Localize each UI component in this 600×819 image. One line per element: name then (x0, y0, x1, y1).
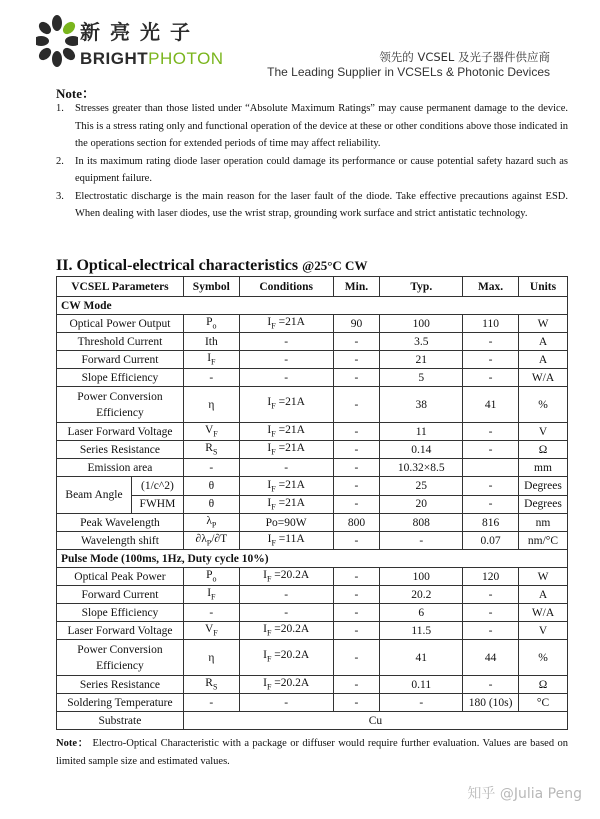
condition-text: I (267, 316, 272, 329)
condition-text: I (263, 677, 267, 690)
parameter-cell: Optical Power Output (57, 315, 184, 333)
note-text: In its maximum rating diode laser operation could damage its performance or cause potential safety hazard such as equipment failure. (75, 155, 568, 184)
units-cell: Degrees (518, 477, 567, 496)
table-row (57, 622, 568, 640)
symbol-cell (183, 495, 239, 514)
symbol-text: V (204, 623, 214, 636)
symbol-cell (183, 441, 239, 459)
condition-text: - (284, 335, 289, 348)
min-cell: - (333, 441, 380, 459)
condition-text: I (263, 649, 267, 662)
conditions-cell (239, 532, 333, 550)
condition-text: I (263, 623, 267, 636)
table-row (57, 459, 568, 477)
condition-value: =21A (275, 396, 305, 409)
symbol-cell (183, 532, 239, 550)
symbol-text: η (208, 398, 215, 411)
section-title-text: II. Optical-electrical characteristics (56, 257, 299, 274)
logo-photon-text: PHOTON (148, 49, 224, 68)
symbol-text: - (209, 371, 214, 384)
symbol-cell (183, 315, 239, 333)
min-cell: - (333, 369, 380, 387)
condition-text: I (267, 533, 272, 546)
condition-text: I (267, 396, 272, 409)
tagline-english: The Leading Supplier in VCSELs & Photonic Devices (267, 65, 550, 79)
symbol-text: Ith (204, 335, 218, 348)
units-cell: % (518, 387, 567, 423)
typ-cell: 3.5 (380, 333, 463, 351)
conditions-cell (239, 423, 333, 441)
min-cell: - (333, 459, 380, 477)
condition-subscript: F (266, 654, 272, 664)
max-cell: 110 (463, 315, 519, 333)
units-cell: % (518, 640, 567, 676)
max-cell: 0.07 (463, 532, 519, 550)
parameter-cell (57, 477, 184, 514)
symbol-text: P (206, 569, 213, 582)
parameter-cell: Threshold Current (57, 333, 184, 351)
symbol-cell (183, 477, 239, 496)
condition-text: - (284, 461, 289, 474)
conditions-cell (239, 315, 333, 333)
column-header: Conditions (239, 277, 333, 297)
watermark: 知乎 @Julia Peng (467, 786, 582, 802)
min-cell: - (333, 495, 380, 514)
condition-subscript: F (271, 502, 276, 512)
conditions-cell (239, 586, 333, 604)
table-body (57, 297, 568, 730)
symbol-text: η (208, 651, 215, 664)
table-row (57, 369, 568, 387)
conditions-cell (239, 640, 333, 676)
brand-logo (36, 14, 236, 74)
logo-english-name (80, 49, 224, 69)
symbol-subscript: F (213, 628, 218, 638)
max-cell: - (463, 495, 519, 514)
condition-value: =21A (275, 424, 305, 437)
symbol-text: P (206, 316, 213, 329)
condition-subscript: F (271, 538, 276, 548)
units-cell: A (518, 333, 567, 351)
symbol-subscript: o (212, 321, 217, 331)
typ-cell: - (380, 694, 463, 712)
typ-cell: 10.32×8.5 (380, 459, 463, 477)
max-cell: - (463, 586, 519, 604)
typ-cell: 100 (380, 568, 463, 586)
condition-value: =20.2A (271, 623, 310, 636)
conditions-cell (239, 369, 333, 387)
symbol-subscript: F (211, 357, 216, 367)
max-cell: 816 (463, 514, 519, 532)
max-cell: - (463, 351, 519, 369)
symbol-cell (183, 622, 239, 640)
table-row (57, 604, 568, 622)
symbol-cell (183, 694, 239, 712)
condition-text: I (267, 442, 272, 455)
parameter-cell: Series Resistance (57, 676, 184, 694)
typ-cell: 100 (380, 315, 463, 333)
min-cell: 90 (333, 315, 380, 333)
min-cell: - (333, 532, 380, 550)
max-cell: - (463, 333, 519, 351)
tagline-chinese: 领先的 VCSEL 及光子器件供应商 (379, 50, 550, 64)
condition-text: I (267, 497, 272, 510)
parameter-cell: Optical Peak Power (57, 568, 184, 586)
table-row (57, 351, 568, 369)
pulse-mode-label: Pulse Mode (100ms, 1Hz, Duty cycle 10%) (57, 550, 568, 568)
typ-cell: 20.2 (380, 586, 463, 604)
typ-cell: 808 (380, 514, 463, 532)
parameter-cell: Slope Efficiency (57, 604, 184, 622)
typ-cell: 20 (380, 495, 463, 514)
min-cell: - (333, 622, 380, 640)
min-cell: - (333, 676, 380, 694)
conditions-cell (239, 495, 333, 514)
min-cell: - (333, 387, 380, 423)
max-cell (463, 459, 519, 477)
condition-value: =21A (275, 442, 305, 455)
symbol-cell (183, 333, 239, 351)
condition-text: - (284, 371, 289, 384)
table-row (57, 532, 568, 550)
note-text: Electrostatic discharge is the main reason for the laser fault of the diode. Take effective precautions against ESD. When dealing with laser diodes, use the wrist strap, grounding work surface and strict antistatic technology. (75, 190, 568, 219)
symbol-subscript: S (212, 447, 218, 457)
typ-cell: 25 (380, 477, 463, 496)
parameter-cell: Laser Forward Voltage (57, 423, 184, 441)
symbol-text: - (209, 606, 214, 619)
symbol-cell (183, 586, 239, 604)
condition-subscript: F (271, 447, 276, 457)
units-cell: A (518, 586, 567, 604)
condition-value: =21A (275, 478, 305, 491)
units-cell: mm (518, 459, 567, 477)
parameter-cell: Power Conversion Efficiency (57, 387, 184, 423)
beam-angle-sub-label-text: (1/c^2) (132, 477, 183, 496)
typ-cell: 0.11 (380, 676, 463, 694)
footer-note-label: Note： (56, 738, 90, 749)
table-row (57, 676, 568, 694)
column-header: Units (518, 277, 567, 297)
conditions-cell (239, 676, 333, 694)
parameter-cell: Slope Efficiency (57, 369, 184, 387)
note-number: 3. (56, 190, 64, 202)
note-item (56, 188, 568, 223)
symbol-cell (183, 369, 239, 387)
typ-cell: 0.14 (380, 441, 463, 459)
table-row (57, 387, 568, 423)
table-row (57, 423, 568, 441)
table-row (57, 694, 568, 712)
beam-angle-sub-label-text: FWHM (139, 498, 176, 511)
parameter-cell: Forward Current (57, 351, 184, 369)
symbol-subscript: S (212, 682, 218, 692)
table-row (57, 315, 568, 333)
max-cell: - (463, 604, 519, 622)
symbol-cell (183, 676, 239, 694)
note-item (56, 153, 568, 188)
units-cell: Degrees (518, 495, 567, 514)
table-row (57, 514, 568, 532)
table-row (57, 477, 568, 496)
symbol-cell (183, 514, 239, 532)
condition-text: - (284, 588, 289, 601)
symbol-subscript: P (206, 538, 212, 548)
symbol-subscript: P (211, 520, 217, 530)
max-cell: 41 (463, 387, 519, 423)
table-header-row (57, 277, 568, 297)
condition-subscript: F (271, 321, 276, 331)
conditions-cell (239, 694, 333, 712)
note-title: Note： (56, 86, 95, 101)
section-row (57, 297, 568, 315)
typ-cell: 11.5 (380, 622, 463, 640)
units-cell: Ω (518, 441, 567, 459)
conditions-cell (239, 568, 333, 586)
condition-text: Po=90W (265, 516, 307, 529)
symbol-text: - (209, 461, 214, 474)
condition-subscript: F (271, 401, 276, 411)
note-number: 1. (56, 103, 64, 114)
max-cell: 44 (463, 640, 519, 676)
symbol-text: ∂λ (195, 533, 207, 546)
typ-cell: 5 (380, 369, 463, 387)
symbol-text: I (207, 587, 212, 600)
note-item (56, 100, 568, 153)
symbol-text: θ (208, 498, 215, 511)
symbol-cell (183, 568, 239, 586)
parameter-cell: Wavelength shift (57, 532, 184, 550)
min-cell: - (333, 477, 380, 496)
symbol-text: - (209, 696, 214, 709)
min-cell: - (333, 351, 380, 369)
symbol-subscript: F (213, 429, 218, 439)
section-title (56, 257, 367, 275)
symbol-cell (183, 459, 239, 477)
conditions-cell (239, 604, 333, 622)
min-cell: - (333, 568, 380, 586)
conditions-cell (239, 333, 333, 351)
condition-subscript: F (271, 429, 276, 439)
cw-mode-label: CW Mode (57, 297, 568, 315)
condition-text: I (267, 478, 272, 491)
condition-value: =20.2A (271, 677, 310, 690)
units-cell: °C (518, 694, 567, 712)
symbol-text: θ (208, 479, 215, 492)
column-header: Min. (333, 277, 380, 297)
condition-subscript: F (271, 483, 276, 493)
beam-angle-split (57, 477, 183, 513)
max-cell: - (463, 369, 519, 387)
column-header: Symbol (183, 277, 239, 297)
footer-note-text: Electro-Optical Characteristic with a package or diffuser would require further evaluation. Values are based on limited sample size and estimated values. (56, 738, 568, 767)
symbol-text: R (205, 442, 213, 455)
max-cell: 180 (10s) (463, 694, 519, 712)
typ-cell: 41 (380, 640, 463, 676)
footer-note (56, 735, 568, 770)
condition-subscript: F (266, 628, 272, 638)
max-cell: 120 (463, 568, 519, 586)
min-cell: - (333, 333, 380, 351)
min-cell: - (333, 694, 380, 712)
conditions-cell (239, 477, 333, 496)
beam-angle-sublabels (132, 477, 183, 513)
typ-cell: 11 (380, 423, 463, 441)
table-row (57, 586, 568, 604)
substrate-value-cell: Cu (183, 712, 567, 730)
typ-cell: - (380, 532, 463, 550)
units-cell: W (518, 315, 567, 333)
condition-text: I (267, 424, 272, 437)
symbol-cell (183, 423, 239, 441)
units-cell: nm (518, 514, 567, 532)
max-cell: - (463, 441, 519, 459)
min-cell: - (333, 423, 380, 441)
units-cell: W (518, 568, 567, 586)
conditions-cell (239, 622, 333, 640)
conditions-cell (239, 387, 333, 423)
condition-text: I (263, 569, 267, 582)
logo-chinese-name: 新亮光子 (80, 20, 200, 44)
table-row (57, 640, 568, 676)
symbol-subscript: F (211, 592, 216, 602)
table-row (57, 333, 568, 351)
max-cell: - (463, 622, 519, 640)
typ-cell: 38 (380, 387, 463, 423)
typ-cell: 6 (380, 604, 463, 622)
characteristics-table (56, 276, 568, 730)
section-row (57, 550, 568, 568)
conditions-cell (239, 351, 333, 369)
column-header: Typ. (380, 277, 463, 297)
max-cell: - (463, 423, 519, 441)
condition-text: - (284, 606, 289, 619)
units-cell: V (518, 423, 567, 441)
parameter-cell: Substrate (57, 712, 184, 730)
photon-flower-icon (36, 14, 78, 68)
units-cell: V (518, 622, 567, 640)
conditions-cell (239, 459, 333, 477)
symbol-text: R (205, 677, 213, 690)
typ-cell: 21 (380, 351, 463, 369)
column-header: VCSEL Parameters (57, 277, 184, 297)
condition-value: =21A (275, 497, 305, 510)
units-cell: W/A (518, 369, 567, 387)
symbol-cell (183, 387, 239, 423)
condition-value: =21A (275, 316, 305, 329)
condition-text: - (284, 696, 289, 709)
symbol-cell (183, 640, 239, 676)
table-row (57, 441, 568, 459)
min-cell: 800 (333, 514, 380, 532)
table-row (57, 568, 568, 586)
beam-angle-label: Beam Angle (57, 477, 132, 513)
column-header: Max. (463, 277, 519, 297)
units-cell: A (518, 351, 567, 369)
symbol-text: λ (206, 515, 212, 528)
condition-text: - (284, 353, 289, 366)
min-cell: - (333, 586, 380, 604)
parameter-cell: Emission area (57, 459, 184, 477)
min-cell: - (333, 640, 380, 676)
parameter-cell: Power Conversion Efficiency (57, 640, 184, 676)
units-cell: W/A (518, 604, 567, 622)
symbol-tail: /∂T (211, 533, 228, 546)
max-cell: - (463, 676, 519, 694)
symbol-cell (183, 351, 239, 369)
parameter-cell: Series Resistance (57, 441, 184, 459)
conditions-cell (239, 514, 333, 532)
units-cell: Ω (518, 676, 567, 694)
table-row (57, 712, 568, 730)
parameter-cell: Forward Current (57, 586, 184, 604)
logo-bright-text: BRIGHT (80, 49, 149, 68)
min-cell: - (333, 604, 380, 622)
condition-subscript: F (266, 682, 272, 692)
section-condition: @25°C CW (302, 258, 368, 273)
symbol-cell (183, 604, 239, 622)
parameter-cell: Laser Forward Voltage (57, 622, 184, 640)
conditions-cell (239, 441, 333, 459)
symbol-text: I (207, 352, 212, 365)
note-text: Stresses greater than those listed under “Absolute Maximum Ratings” may cause permanent damage to the device. This is a stress rating only and functional operation of the device at these or other conditions above those indicated in the operations section for extended periods of time may affect reliability. (75, 103, 568, 149)
parameter-cell: Soldering Temperature (57, 694, 184, 712)
condition-subscript: F (266, 574, 272, 584)
symbol-subscript: o (212, 574, 217, 584)
notes-list (56, 100, 568, 223)
condition-value: =20.2A (271, 569, 310, 582)
parameter-cell: Peak Wavelength (57, 514, 184, 532)
units-cell: nm/°C (518, 532, 567, 550)
condition-value: =11A (275, 533, 305, 546)
symbol-text: V (204, 424, 214, 437)
note-number: 2. (56, 155, 64, 167)
max-cell: - (463, 477, 519, 496)
condition-value: =20.2A (271, 649, 310, 662)
